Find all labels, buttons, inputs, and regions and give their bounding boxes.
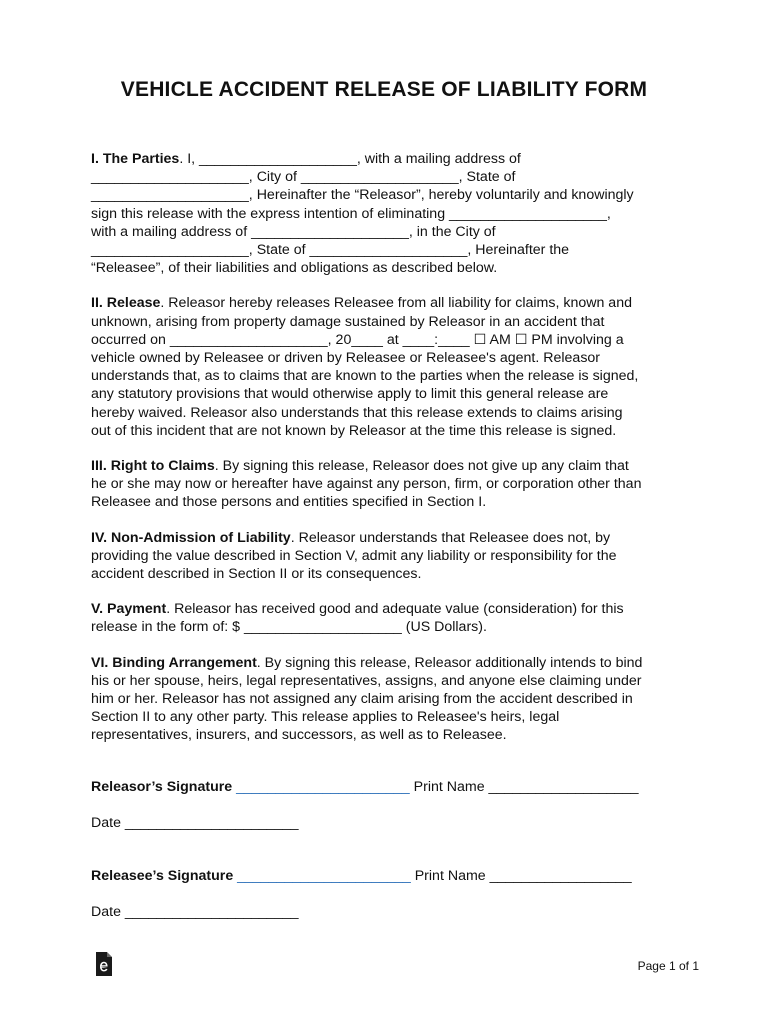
section-payment xyxy=(91,600,681,636)
releasee-print-name-field[interactable]: Print Name __________________ xyxy=(414,868,632,884)
section-line: representatives, insurers, and successors, as well as to Releasee. xyxy=(91,727,507,744)
releasee-signature-row xyxy=(91,868,632,884)
page-number: Page 1 of 1 xyxy=(637,959,699,973)
section-right-to-claims xyxy=(91,457,681,512)
section-line: any statutory provisions that would otherwise apply to limit this general release are xyxy=(91,386,609,403)
section-line: he or she may now or hereafter have against any person, firm, or corporation other than xyxy=(91,476,642,493)
section-heading: III. Right to Claims xyxy=(91,458,215,475)
section-line: ____________________, Hereinafter the “Releasor”, hereby voluntarily and knowingly xyxy=(91,187,634,204)
section-line xyxy=(91,529,681,547)
section-line: unknown, arising from property damage sustained by Releasor in an accident that xyxy=(91,313,605,330)
document-body xyxy=(91,150,681,762)
section-heading: VI. Binding Arrangement xyxy=(91,654,257,671)
section-line: providing the value described in Section V, admit any liability or responsibility for the xyxy=(91,547,617,564)
section-line: sign this release with the express intention of eliminating ____________________, xyxy=(91,205,611,222)
releasor-print-name-field[interactable]: Print Name ___________________ xyxy=(413,779,639,795)
section-line xyxy=(91,294,681,312)
section-line: “Releasee”, of their liabilities and obligations as described below. xyxy=(91,260,498,277)
section-release xyxy=(91,294,681,440)
page-title: VEHICLE ACCIDENT RELEASE OF LIABILITY FORM xyxy=(120,78,648,101)
section-line: accident described in Section II or its consequences. xyxy=(91,566,422,583)
section-parties xyxy=(91,150,681,277)
section-line: understands that, as to claims that are known to the parties when the release is signed, xyxy=(91,368,639,385)
section-non-admission xyxy=(91,529,681,584)
section-text: . Releasor understands that Releasee does not, by xyxy=(290,529,611,546)
section-line xyxy=(91,457,681,475)
section-line: out of this incident that are not known by Releasor at the time this release is signed. xyxy=(91,422,617,439)
section-line: Releasee and those persons and entities specified in Section I. xyxy=(91,494,487,511)
section-line: occurred on ____________________, 20____ at ____:____ ☐ AM ☐ PM involving a xyxy=(91,331,624,348)
releasee-signature-field[interactable]: ______________________ xyxy=(237,868,411,884)
section-heading: IV. Non-Admission of Liability xyxy=(91,529,291,546)
section-text: . I, ____________________, with a mailing address of xyxy=(179,151,521,167)
section-line: him or her. Releasor has not assigned any claim arising from the accident described in xyxy=(91,691,633,708)
section-line: ____________________, State of ____________________, Hereinafter the xyxy=(91,242,570,259)
section-line: release in the form of: $ ____________________ (US Dollars). xyxy=(91,619,487,636)
section-text: . Releasor has received good and adequate value (consideration) for this xyxy=(166,601,624,618)
section-text: . Releasor hereby releases Releasee from all liability for claims, known and xyxy=(160,295,632,312)
section-line: his or her spouse, heirs, legal representatives, assigns, and anyone else claiming under xyxy=(91,672,642,689)
section-text: . By signing this release, Releasor additionally intends to bind xyxy=(256,654,643,671)
eforms-logo-icon xyxy=(94,951,114,977)
releasor-signature-label: Releasor’s Signature xyxy=(91,779,233,795)
releasee-signature-label: Releasee’s Signature xyxy=(91,868,234,884)
releasor-signature-row xyxy=(91,779,638,795)
section-text: . By signing this release, Releasor does not give up any claim that xyxy=(214,458,629,475)
section-heading: V. Payment xyxy=(91,601,167,618)
section-binding xyxy=(91,654,681,745)
releasor-date-field[interactable]: Date ______________________ xyxy=(91,815,299,831)
section-line: ____________________, City of ____________________, State of xyxy=(91,169,516,186)
section-line: hereby waived. Releasor also understands that this release extends to claims arising xyxy=(91,404,623,421)
section-line: with a mailing address of ____________________, in the City of xyxy=(91,223,496,240)
releasee-date-field[interactable]: Date ______________________ xyxy=(91,904,299,920)
section-line xyxy=(91,654,681,672)
section-line xyxy=(91,600,681,618)
section-line: Section II to any other party. This release applies to Releasee's heirs, legal xyxy=(91,709,560,726)
section-line: vehicle owned by Releasee or driven by Releasee or Releasee's agent. Releasor xyxy=(91,350,601,367)
releasor-signature-field[interactable]: ______________________ xyxy=(236,779,410,795)
section-heading: I. The Parties xyxy=(91,151,180,167)
section-heading: II. Release xyxy=(91,295,161,312)
section-line xyxy=(91,150,681,168)
